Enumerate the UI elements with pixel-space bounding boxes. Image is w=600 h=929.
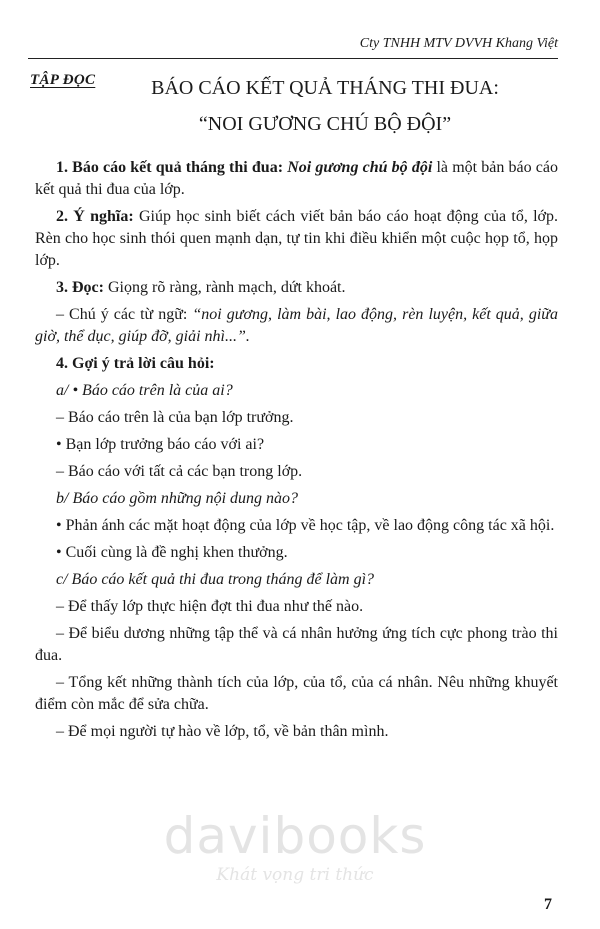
watermark	[160, 808, 430, 886]
answer-c-4: – Để mọi người tự hào về lớp, tổ, về bản thân mình.	[56, 723, 389, 740]
header-rule	[28, 58, 558, 59]
question-c: c/ Báo cáo kết quả thi đua trong tháng để làm gì?	[56, 571, 375, 588]
title-line-2: “NOI GƯƠNG CHÚ BỘ ĐỘI”	[198, 113, 452, 135]
answer-b-1: • Phản ánh các mặt hoạt động của lớp về học tập, về lao động công tác xã hội.	[56, 517, 555, 534]
item-3-label: 3. Đọc:	[56, 279, 104, 296]
note-words: “noi gương, làm bài, lao động, rèn luyện, kết quả, giữa giờ, thể dục, giúp đỡ, giải nhì...”.	[35, 306, 559, 345]
question-b: b/ Báo cáo gồm những nội dung nào?	[56, 490, 299, 507]
item-1-emphasis: Noi gương chú bộ đội	[287, 159, 433, 176]
question-a-1: a/ • Báo cáo trên là của ai?	[56, 382, 233, 399]
section-label: TẬP ĐỌC	[30, 72, 96, 88]
paragraph-4	[35, 353, 558, 375]
paragraph-2	[35, 206, 558, 272]
item-2-label: 2. Ý nghĩa:	[56, 208, 134, 225]
answer-a-1: – Báo cáo trên là của bạn lớp trưởng.	[56, 409, 294, 426]
answer-b-2: • Cuối cùng là đề nghị khen thưởng.	[56, 544, 288, 561]
publisher-header: Cty TNHH MTV DVVH Khang Việt	[359, 36, 558, 51]
watermark-tagline: Khát vọng tri thức	[216, 865, 374, 885]
answer-c-2: – Để biểu dương những tập thể và cá nhân hưởng ứng tích cực phong trào thi đua.	[35, 625, 558, 664]
main-content	[35, 157, 558, 748]
item-4-label: 4. Gợi ý trả lời câu hỏi:	[56, 355, 215, 372]
item-1-text: là một bản báo cáo kết quả thi đua của lớp.	[35, 159, 559, 198]
page-title	[150, 70, 500, 142]
note-prefix: – Chú ý các từ ngữ:	[56, 306, 188, 323]
page-number: 7	[544, 896, 552, 913]
question-a-2: • Bạn lớp trưởng báo cáo với ai?	[56, 436, 265, 453]
paragraph-1	[35, 157, 558, 201]
title-line-1: BÁO CÁO KẾT QUẢ THÁNG THI ĐUA:	[151, 77, 499, 99]
item-3-text: Giọng rõ ràng, rành mạch, dứt khoát.	[107, 279, 346, 296]
answer-a-2: – Báo cáo với tất cả các bạn trong lớp.	[56, 463, 303, 480]
answer-c-1: – Để thấy lớp thực hiện đợt thi đua như thế nào.	[56, 598, 364, 615]
watermark-brand: davibooks	[163, 807, 427, 865]
answer-c-3: – Tổng kết những thành tích của lớp, của tổ, của cá nhân. Nêu những khuyết điểm còn mắc để sửa chữa.	[35, 674, 558, 713]
paragraph-3	[35, 277, 558, 299]
paragraph-3-note	[35, 304, 558, 348]
item-1-label: 1. Báo cáo kết quả tháng thi đua:	[56, 159, 284, 176]
item-2-text: Giúp học sinh biết cách viết bản báo cáo hoạt động của tổ, lớp. Rèn cho học sinh thói quen mạnh dạn, tự tin khi điều khiển một cuộc họp tổ, họp lớp.	[35, 208, 559, 269]
